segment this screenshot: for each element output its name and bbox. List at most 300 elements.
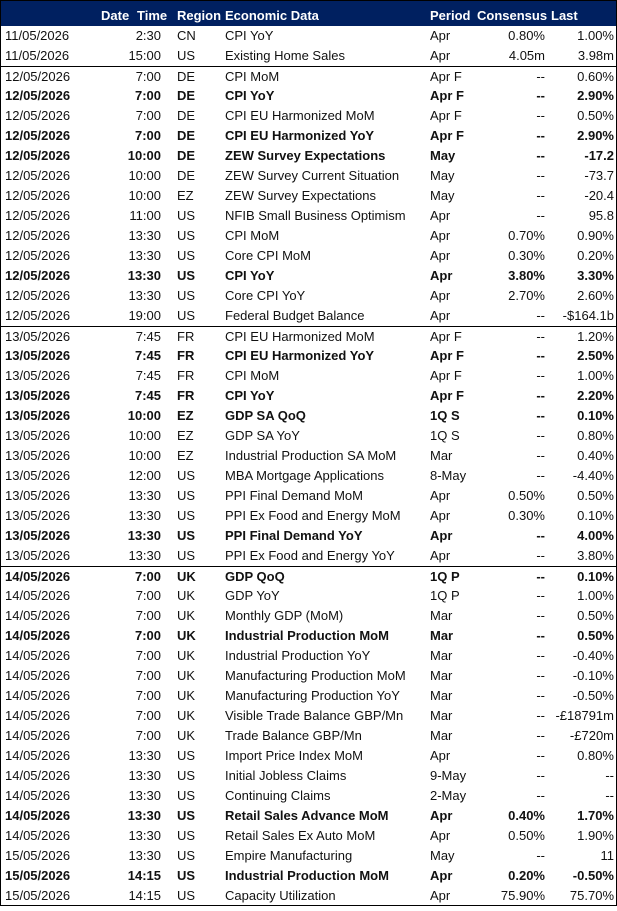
cell-period: Apr <box>430 268 453 283</box>
cell-time: 10:00 <box>127 148 161 163</box>
cell-date: 13/05/2026 <box>5 548 71 563</box>
cell-last: 0.50% <box>577 108 614 123</box>
cell-time: 7:00 <box>135 728 161 743</box>
cell-economic-data: Industrial Production MoM <box>225 868 389 883</box>
cell-period: 1Q P <box>430 588 460 603</box>
cell-period: 2-May <box>430 788 467 803</box>
cell-time: 10:00 <box>128 188 161 203</box>
table-row[interactable] <box>0 426 617 446</box>
cell-date: 15/05/2026 <box>5 888 71 903</box>
cell-period: 8-May <box>430 468 467 483</box>
table-row[interactable] <box>0 386 617 406</box>
cell-date: 12/05/2026 <box>5 308 71 323</box>
cell-consensus: -- <box>536 148 545 163</box>
cell-region: US <box>177 748 196 763</box>
cell-consensus: 4.05m <box>508 48 545 63</box>
cell-time: 10:00 <box>128 168 161 183</box>
cell-consensus: -- <box>536 728 545 743</box>
cell-period: Apr F <box>430 348 464 363</box>
cell-date: 12/05/2026 <box>5 248 71 263</box>
cell-last: 0.50% <box>577 628 614 643</box>
cell-region: US <box>177 288 196 303</box>
cell-time: 7:00 <box>135 668 161 683</box>
cell-economic-data: Continuing Claims <box>225 788 331 803</box>
cell-region: US <box>177 548 196 563</box>
table-row[interactable] <box>0 806 617 826</box>
cell-date: 14/05/2026 <box>5 788 71 803</box>
table-row[interactable] <box>0 766 617 786</box>
cell-region: UK <box>177 628 196 643</box>
cell-economic-data: CPI MoM <box>225 368 280 383</box>
table-row[interactable] <box>0 446 617 466</box>
cell-period: Apr <box>430 28 451 43</box>
table-row[interactable] <box>0 286 617 306</box>
cell-last: 95.8 <box>588 208 614 223</box>
cell-region: EZ <box>177 428 194 443</box>
cell-region: US <box>177 308 196 323</box>
table-row[interactable] <box>0 606 617 626</box>
cell-date: 13/05/2026 <box>5 329 71 344</box>
cell-consensus: -- <box>536 208 545 223</box>
table-row[interactable] <box>0 226 617 246</box>
cell-region: UK <box>177 648 196 663</box>
table-row[interactable] <box>0 866 617 886</box>
cell-last: -£720m <box>569 728 614 743</box>
table-row[interactable] <box>0 486 617 506</box>
cell-time: 10:00 <box>128 428 161 443</box>
cell-period: Apr <box>430 888 451 903</box>
cell-region: US <box>177 868 196 883</box>
cell-economic-data: Industrial Production MoM <box>225 628 389 643</box>
header-region[interactable]: Region <box>177 8 222 23</box>
cell-economic-data: PPI Final Demand MoM <box>225 488 363 503</box>
cell-region: DE <box>177 88 196 103</box>
cell-region: US <box>177 888 196 903</box>
cell-economic-data: GDP YoY <box>225 588 280 603</box>
cell-last: -$164.1b <box>562 308 614 323</box>
cell-region: FR <box>177 388 195 403</box>
cell-date: 14/05/2026 <box>5 728 71 743</box>
table-row[interactable] <box>0 686 617 706</box>
cell-region: DE <box>177 128 196 143</box>
cell-date: 13/05/2026 <box>5 528 71 543</box>
cell-consensus: 0.40% <box>508 808 545 823</box>
cell-consensus: 0.50% <box>508 488 545 503</box>
header-period[interactable]: Period <box>430 8 471 23</box>
cell-date: 12/05/2026 <box>5 288 71 303</box>
cell-date: 14/05/2026 <box>5 569 71 584</box>
cell-region: US <box>177 828 196 843</box>
table-row[interactable] <box>0 186 617 206</box>
cell-period: Apr <box>430 228 451 243</box>
cell-date: 13/05/2026 <box>5 488 71 503</box>
cell-period: Apr <box>430 208 451 223</box>
cell-last: 1.70% <box>577 808 614 823</box>
table-row[interactable] <box>0 306 617 326</box>
table-row[interactable] <box>0 706 617 726</box>
cell-date: 13/05/2026 <box>5 348 71 363</box>
cell-consensus: 0.80% <box>508 28 545 43</box>
cell-date: 14/05/2026 <box>5 748 71 763</box>
cell-region: CN <box>177 28 196 43</box>
cell-period: Apr <box>430 288 451 303</box>
cell-date: 12/05/2026 <box>5 108 71 123</box>
cell-time: 7:45 <box>134 388 161 403</box>
cell-region: US <box>177 468 196 483</box>
cell-period: Apr F <box>430 329 462 344</box>
table-row[interactable] <box>0 46 617 66</box>
cell-economic-data: Retail Sales Ex Auto MoM <box>225 828 376 843</box>
cell-region: US <box>177 248 196 263</box>
cell-period: Apr <box>430 828 451 843</box>
cell-economic-data: CPI YoY <box>225 28 274 43</box>
cell-region: US <box>177 528 196 543</box>
cell-last: 3.30% <box>577 268 614 283</box>
cell-consensus: -- <box>536 188 545 203</box>
cell-region: US <box>177 48 196 63</box>
cell-period: May <box>430 148 456 163</box>
cell-time: 2:30 <box>135 28 161 43</box>
table-header-row <box>0 0 617 26</box>
cell-consensus: -- <box>536 528 545 543</box>
cell-economic-data: ZEW Survey Expectations <box>225 148 386 163</box>
cell-date: 12/05/2026 <box>5 268 71 283</box>
cell-economic-data: CPI MoM <box>225 228 280 243</box>
cell-consensus: 75.90% <box>500 888 545 903</box>
table-row[interactable] <box>0 86 617 106</box>
cell-period: Apr F <box>430 88 464 103</box>
cell-period: Apr <box>430 508 451 523</box>
cell-time: 7:00 <box>135 608 161 623</box>
table-row[interactable] <box>0 266 617 286</box>
cell-last: 0.60% <box>577 69 614 84</box>
cell-date: 14/05/2026 <box>5 708 71 723</box>
cell-economic-data: Federal Budget Balance <box>225 308 365 323</box>
cell-consensus: -- <box>536 468 545 483</box>
cell-consensus: -- <box>536 768 545 783</box>
cell-last: 1.00% <box>577 28 614 43</box>
cell-economic-data: CPI EU Harmonized MoM <box>225 329 375 344</box>
cell-time: 7:00 <box>135 588 161 603</box>
cell-consensus: -- <box>536 548 545 563</box>
cell-economic-data: CPI MoM <box>225 69 280 84</box>
cell-period: 1Q S <box>430 428 460 443</box>
header-last[interactable]: Last <box>551 8 578 23</box>
cell-last: 2.60% <box>577 288 614 303</box>
cell-period: Apr F <box>430 69 462 84</box>
cell-consensus: -- <box>536 608 545 623</box>
cell-consensus: -- <box>536 748 545 763</box>
table-row[interactable] <box>0 846 617 866</box>
cell-date: 14/05/2026 <box>5 768 71 783</box>
cell-date: 12/05/2026 <box>5 168 71 183</box>
table-row[interactable] <box>0 466 617 486</box>
table-body <box>0 26 617 906</box>
cell-economic-data: CPI EU Harmonized YoY <box>225 348 375 363</box>
cell-last: -0.10% <box>572 668 614 683</box>
table-row[interactable] <box>0 106 617 126</box>
cell-time: 7:00 <box>135 688 161 703</box>
cell-time: 13:30 <box>128 488 161 503</box>
cell-period: May <box>430 848 455 863</box>
cell-date: 14/05/2026 <box>5 828 71 843</box>
cell-date: 15/05/2026 <box>5 868 71 883</box>
cell-region: US <box>177 508 196 523</box>
cell-time: 11:00 <box>129 208 161 223</box>
cell-date: 12/05/2026 <box>5 188 71 203</box>
cell-date: 13/05/2026 <box>5 408 71 423</box>
cell-period: Apr <box>430 528 453 543</box>
cell-region: UK <box>177 588 196 603</box>
cell-last: -- <box>605 768 614 783</box>
table-row[interactable] <box>0 126 617 146</box>
cell-last: 2.90% <box>577 128 614 143</box>
cell-last: 2.90% <box>577 88 614 103</box>
cell-period: Mar <box>430 608 453 623</box>
cell-last: -4.40% <box>572 468 614 483</box>
table-row[interactable] <box>0 506 617 526</box>
cell-period: Apr <box>430 868 453 883</box>
cell-economic-data: NFIB Small Business Optimism <box>225 208 406 223</box>
cell-consensus: -- <box>536 348 545 363</box>
cell-date: 13/05/2026 <box>5 468 71 483</box>
table-row[interactable] <box>0 206 617 226</box>
header-time[interactable]: Time <box>137 8 168 23</box>
cell-period: Apr <box>430 488 451 503</box>
table-row[interactable] <box>0 526 617 546</box>
cell-date: 13/05/2026 <box>5 388 71 403</box>
cell-time: 13:30 <box>128 248 161 263</box>
cell-economic-data: Retail Sales Advance MoM <box>225 808 389 823</box>
cell-region: FR <box>177 368 195 383</box>
cell-period: Mar <box>430 648 453 663</box>
cell-region: US <box>177 268 196 283</box>
cell-last: 1.90% <box>577 828 614 843</box>
cell-date: 13/05/2026 <box>5 508 71 523</box>
cell-last: 0.80% <box>577 748 614 763</box>
table-row[interactable] <box>0 366 617 386</box>
cell-last: 11 <box>600 848 614 863</box>
cell-date: 14/05/2026 <box>5 808 71 823</box>
header-date[interactable]: Date <box>101 8 130 23</box>
cell-period: Apr F <box>430 128 464 143</box>
cell-region: UK <box>177 569 196 584</box>
cell-region: UK <box>177 688 196 703</box>
cell-last: 0.50% <box>577 488 614 503</box>
cell-consensus: 3.80% <box>508 268 545 283</box>
cell-date: 13/05/2026 <box>5 428 71 443</box>
cell-time: 13:30 <box>128 288 161 303</box>
cell-region: DE <box>177 69 196 84</box>
cell-date: 14/05/2026 <box>5 668 71 683</box>
cell-date: 14/05/2026 <box>5 608 71 623</box>
cell-last: 0.10% <box>577 569 614 584</box>
cell-region: US <box>177 788 196 803</box>
cell-date: 11/05/2026 <box>5 48 70 63</box>
cell-economic-data: PPI Ex Food and Energy MoM <box>225 508 401 523</box>
cell-consensus: -- <box>536 368 545 383</box>
cell-last: 0.20% <box>577 248 614 263</box>
table-row[interactable] <box>0 406 617 426</box>
table-row[interactable] <box>0 66 617 86</box>
cell-region: DE <box>177 148 196 163</box>
cell-region: EZ <box>177 408 194 423</box>
cell-last: 0.90% <box>577 228 614 243</box>
cell-region: DE <box>177 108 196 123</box>
cell-last: 2.50% <box>577 348 614 363</box>
cell-period: Apr <box>430 248 451 263</box>
table-row[interactable] <box>0 566 617 586</box>
cell-period: Mar <box>430 668 453 683</box>
cell-date: 14/05/2026 <box>5 588 71 603</box>
table-row[interactable] <box>0 146 617 166</box>
cell-period: Apr <box>430 308 451 323</box>
cell-consensus: -- <box>536 308 545 323</box>
table-row[interactable] <box>0 626 617 646</box>
cell-last: 75.70% <box>569 888 614 903</box>
cell-period: Mar <box>430 448 453 463</box>
cell-period: Apr F <box>430 368 462 383</box>
cell-economic-data: CPI EU Harmonized MoM <box>225 108 375 123</box>
cell-consensus: -- <box>536 108 545 123</box>
cell-time: 7:00 <box>134 569 161 584</box>
cell-economic-data: Visible Trade Balance GBP/Mn <box>225 708 404 723</box>
cell-date: 12/05/2026 <box>5 88 71 103</box>
cell-consensus: -- <box>536 388 545 403</box>
cell-last: -- <box>605 788 614 803</box>
table-row[interactable] <box>0 826 617 846</box>
cell-last: 0.50% <box>577 608 614 623</box>
cell-time: 7:00 <box>135 108 161 123</box>
cell-time: 13:30 <box>127 528 161 543</box>
cell-date: 12/05/2026 <box>5 148 71 163</box>
cell-time: 13:30 <box>128 548 161 563</box>
table-row[interactable] <box>0 886 617 906</box>
cell-economic-data: ZEW Survey Current Situation <box>225 168 400 183</box>
cell-economic-data: Core CPI MoM <box>225 248 311 263</box>
header-consensus[interactable]: Consensus <box>477 8 548 23</box>
cell-consensus: -- <box>536 648 545 663</box>
cell-time: 13:30 <box>128 508 161 523</box>
cell-region: US <box>177 488 196 503</box>
cell-region: US <box>177 848 196 863</box>
cell-time: 7:00 <box>134 628 161 643</box>
header-economic-data[interactable]: Economic Data <box>225 8 319 23</box>
cell-economic-data: Empire Manufacturing <box>225 848 353 863</box>
cell-last: -20.4 <box>584 188 614 203</box>
cell-economic-data: Industrial Production YoY <box>225 648 371 663</box>
cell-consensus: 0.30% <box>508 508 545 523</box>
cell-economic-data: Initial Jobless Claims <box>225 768 347 783</box>
cell-period: 1Q S <box>430 408 460 423</box>
cell-period: Mar <box>430 728 453 743</box>
cell-economic-data: Manufacturing Production MoM <box>225 668 406 683</box>
cell-consensus: -- <box>536 168 545 183</box>
cell-time: 7:00 <box>135 708 161 723</box>
cell-consensus: -- <box>536 688 545 703</box>
table-row[interactable] <box>0 646 617 666</box>
cell-consensus: 0.30% <box>508 248 545 263</box>
cell-period: Apr F <box>430 388 464 403</box>
cell-time: 7:00 <box>134 88 161 103</box>
cell-economic-data: ZEW Survey Expectations <box>225 188 376 203</box>
cell-time: 13:30 <box>128 828 161 843</box>
cell-last: 1.20% <box>577 329 614 344</box>
cell-last: -0.50% <box>572 868 614 883</box>
cell-time: 13:30 <box>128 748 161 763</box>
cell-last: 2.20% <box>577 388 614 403</box>
cell-time: 7:45 <box>135 368 161 383</box>
table-row[interactable] <box>0 546 617 566</box>
cell-economic-data: Trade Balance GBP/Mn <box>225 728 362 743</box>
table-row[interactable] <box>0 586 617 606</box>
cell-consensus: 2.70% <box>508 288 545 303</box>
table-row[interactable] <box>0 326 617 346</box>
cell-economic-data: Monthly GDP (MoM) <box>225 608 344 623</box>
cell-consensus: -- <box>536 329 545 344</box>
cell-consensus: -- <box>536 708 545 723</box>
cell-economic-data: Capacity Utilization <box>225 888 336 903</box>
cell-last: 0.10% <box>577 508 614 523</box>
cell-time: 19:00 <box>128 308 161 323</box>
cell-consensus: -- <box>536 628 545 643</box>
cell-consensus: -- <box>536 69 545 84</box>
table-row[interactable] <box>0 786 617 806</box>
table-row[interactable] <box>0 26 617 46</box>
cell-consensus: 0.50% <box>508 828 545 843</box>
cell-time: 7:45 <box>135 329 161 344</box>
cell-date: 15/05/2026 <box>5 848 71 863</box>
cell-date: 12/05/2026 <box>5 128 71 143</box>
table-row[interactable] <box>0 666 617 686</box>
cell-period: Apr <box>430 548 451 563</box>
cell-period: Apr F <box>430 108 462 123</box>
cell-economic-data: PPI Final Demand YoY <box>225 528 363 543</box>
cell-last: -0.40% <box>572 648 614 663</box>
cell-time: 13:30 <box>127 268 161 283</box>
cell-consensus: -- <box>536 128 545 143</box>
cell-period: Apr <box>430 748 451 763</box>
cell-period: May <box>430 168 455 183</box>
cell-region: US <box>177 208 196 223</box>
cell-region: DE <box>177 168 196 183</box>
table-row[interactable] <box>0 726 617 746</box>
cell-date: 14/05/2026 <box>5 688 71 703</box>
cell-last: 4.00% <box>577 528 614 543</box>
cell-economic-data: GDP SA YoY <box>225 428 300 443</box>
cell-last: 3.98m <box>577 48 614 63</box>
cell-region: EZ <box>177 188 194 203</box>
cell-date: 14/05/2026 <box>5 628 71 643</box>
cell-last: 0.10% <box>577 408 614 423</box>
cell-time: 13:30 <box>128 848 161 863</box>
table-row[interactable] <box>0 346 617 366</box>
cell-period: Apr <box>430 48 451 63</box>
cell-time: 10:00 <box>128 448 161 463</box>
table-row[interactable] <box>0 246 617 266</box>
cell-last: 3.80% <box>577 548 614 563</box>
cell-last: 1.00% <box>577 368 614 383</box>
table-row[interactable] <box>0 746 617 766</box>
cell-region: FR <box>177 329 195 344</box>
cell-region: EZ <box>177 448 194 463</box>
cell-economic-data: Import Price Index MoM <box>225 748 363 763</box>
cell-time: 7:00 <box>134 128 161 143</box>
cell-region: UK <box>177 708 196 723</box>
cell-time: 7:00 <box>135 69 161 84</box>
table-row[interactable] <box>0 166 617 186</box>
cell-time: 10:00 <box>127 408 161 423</box>
